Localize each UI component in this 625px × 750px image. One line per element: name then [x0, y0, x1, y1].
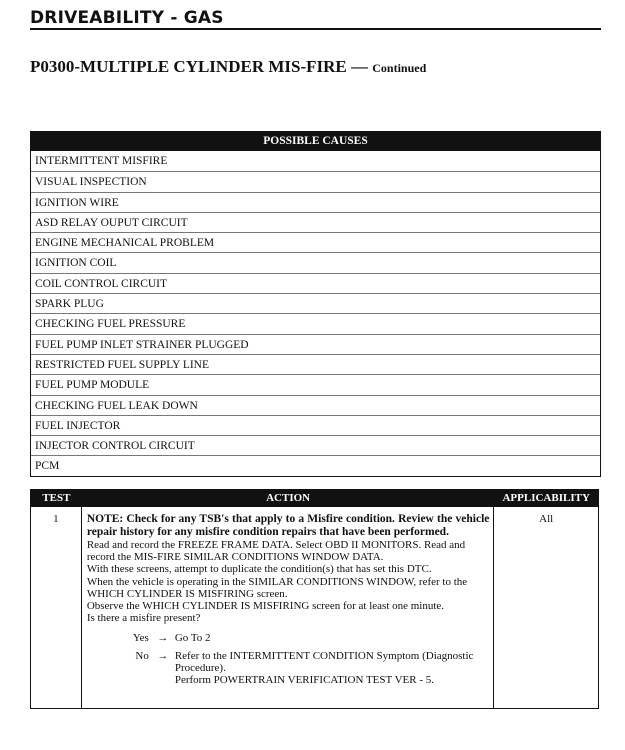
test-action-cell	[82, 507, 495, 708]
cause-item: IGNITION COIL	[31, 252, 600, 272]
cause-item: SPARK PLUG	[31, 293, 600, 313]
cause-item: VISUAL INSPECTION	[31, 171, 600, 191]
cause-item: CHECKING FUEL PRESSURE	[31, 313, 600, 333]
no-result-line: Perform POWERTRAIN VERIFICATION TEST VER - 5.	[174, 674, 434, 687]
section-rule	[30, 28, 601, 30]
cause-item: INJECTOR CONTROL CIRCUIT	[31, 435, 600, 455]
cause-item: CHECKING FUEL LEAK DOWN	[31, 395, 600, 415]
test-row	[31, 507, 598, 708]
test-action-table	[30, 489, 599, 709]
no-result-line: Refer to the INTERMITTENT CONDITION Symptom (Diagnostic Procedure).	[174, 650, 474, 675]
test-applicability: All	[539, 513, 554, 525]
page-title-continued: Continued	[372, 61, 427, 75]
page-title	[30, 57, 426, 77]
answer-no	[87, 650, 490, 686]
possible-causes-list	[31, 151, 600, 476]
answer-yes	[87, 632, 490, 644]
cause-item: IGNITION WIRE	[31, 192, 600, 212]
header-action: ACTION	[266, 492, 311, 504]
cause-item: PCM	[31, 455, 600, 475]
possible-causes-table	[30, 131, 601, 477]
cause-item: FUEL PUMP INLET STRAINER PLUGGED	[31, 334, 600, 354]
action-line: Read and record the FREEZE FRAME DATA. Select OBD II MONITORS. Read and record the MIS-FIRE SIMILAR CONDITIONS WINDOW DATA.	[86, 539, 466, 564]
cause-item: FUEL INJECTOR	[31, 415, 600, 435]
cause-item: INTERMITTENT MISFIRE	[35, 155, 168, 167]
cause-item: COIL CONTROL CIRCUIT	[31, 273, 600, 293]
answer-options	[87, 632, 490, 686]
section-title: DRIVEABILITY - GAS	[30, 8, 224, 28]
right-arrow-icon: →	[157, 632, 169, 645]
test-table-header	[31, 490, 598, 507]
yes-result: Go To 2	[174, 632, 211, 645]
action-line: Is there a misfire present?	[86, 612, 201, 625]
header-applicability: APPLICABILITY	[502, 492, 590, 504]
test-note: NOTE: Check for any TSB's that apply to a Misfire condition. Review the vehicle repair history for any misfire condition repairs that have been performed.	[86, 513, 490, 538]
header-test: TEST	[42, 492, 71, 504]
no-result	[171, 650, 490, 686]
action-line: When the vehicle is operating in the SIMILAR CONDITIONS WINDOW, refer to the WHICH CYLINDER IS MISFIRING screen.	[86, 575, 468, 600]
cause-item: FUEL PUMP MODULE	[31, 374, 600, 394]
cause-item: ASD RELAY OUPUT CIRCUIT	[31, 212, 600, 232]
cause-item: RESTRICTED FUEL SUPPLY LINE	[31, 354, 600, 374]
cause-item: ENGINE MECHANICAL PROBLEM	[31, 232, 600, 252]
right-arrow-icon: →	[157, 650, 169, 663]
yes-label: Yes	[132, 632, 149, 645]
action-line: With these screens, attempt to duplicate the condition(s) that has set this DTC.	[86, 563, 432, 576]
test-number: 1	[31, 507, 82, 708]
action-line: Observe the WHICH CYLINDER IS MISFIRING screen for at least one minute.	[86, 600, 445, 613]
no-label: No	[135, 650, 149, 663]
possible-causes-header: POSSIBLE CAUSES	[31, 132, 600, 151]
page-title-main: P0300-MULTIPLE CYLINDER MIS-FIRE —	[30, 57, 368, 76]
